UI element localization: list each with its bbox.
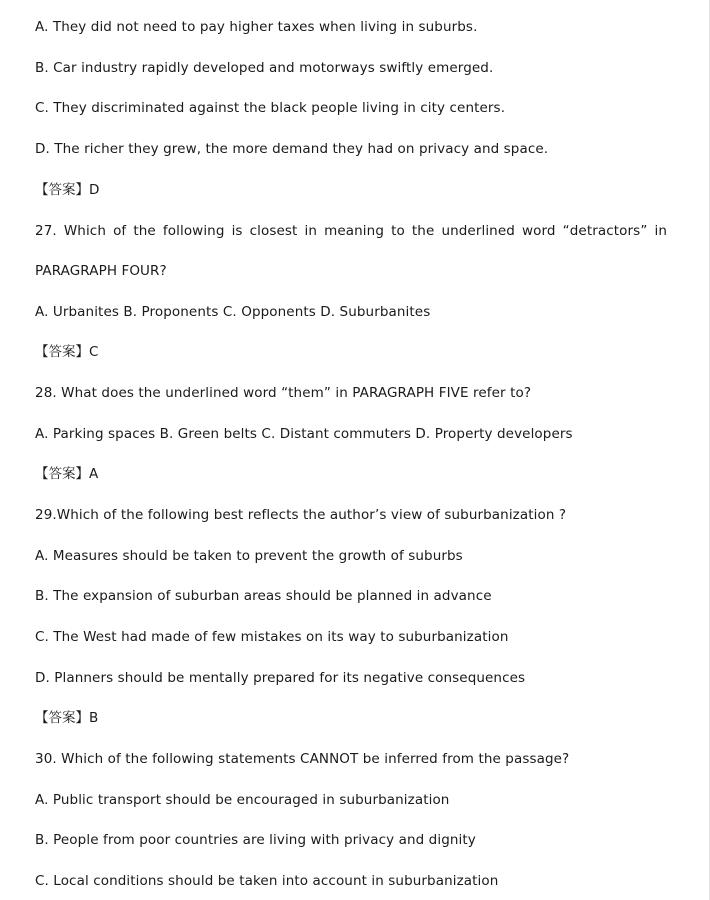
- q29-option-b: B. The expansion of suburban areas should be planned in advance: [35, 588, 492, 604]
- q26-answer: 【答案】D: [35, 182, 100, 198]
- q30-option-c: C. Local conditions should be taken into account in suburbanization: [35, 873, 499, 889]
- q29-option-d: D. Planners should be mentally prepared for its negative consequences: [35, 670, 526, 686]
- q29-option-a: A. Measures should be taken to prevent the growth of suburbs: [35, 548, 463, 564]
- q30-option-b: B. People from poor countries are living with privacy and dignity: [35, 832, 476, 848]
- q26-option-d: D. The richer they grew, the more demand they had on privacy and space.: [35, 141, 549, 157]
- q27-options: A. Urbanites B. Proponents C. Opponents D. Suburbanites: [35, 304, 431, 320]
- q28-options: A. Parking spaces B. Green belts C. Distant commuters D. Property developers: [35, 426, 573, 442]
- q28-answer: 【答案】A: [35, 466, 99, 482]
- q27-question-cont: PARAGRAPH FOUR?: [35, 263, 167, 279]
- q27-answer: 【答案】C: [35, 344, 99, 360]
- q26-option-a: A. They did not need to pay higher taxes when living in suburbs.: [35, 19, 478, 35]
- q27-question: 27. Which of the following is closest in meaning to the underlined word “detractors” in: [35, 223, 667, 239]
- q29-question: 29.Which of the following best reflects the author’s view of suburbanization ?: [35, 507, 567, 523]
- q26-option-b: B. Car industry rapidly developed and motorways swiftly emerged.: [35, 60, 494, 76]
- q29-option-c: C. The West had made of few mistakes on its way to suburbanization: [35, 629, 509, 645]
- q29-answer: 【答案】B: [35, 710, 99, 726]
- q28-question: 28. What does the underlined word “them” in PARAGRAPH FIVE refer to?: [35, 385, 532, 401]
- q30-option-a: A. Public transport should be encouraged in suburbanization: [35, 792, 450, 808]
- q26-option-c: C. They discriminated against the black people living in city centers.: [35, 100, 506, 116]
- q30-question: 30. Which of the following statements CANNOT be inferred from the passage?: [35, 751, 570, 767]
